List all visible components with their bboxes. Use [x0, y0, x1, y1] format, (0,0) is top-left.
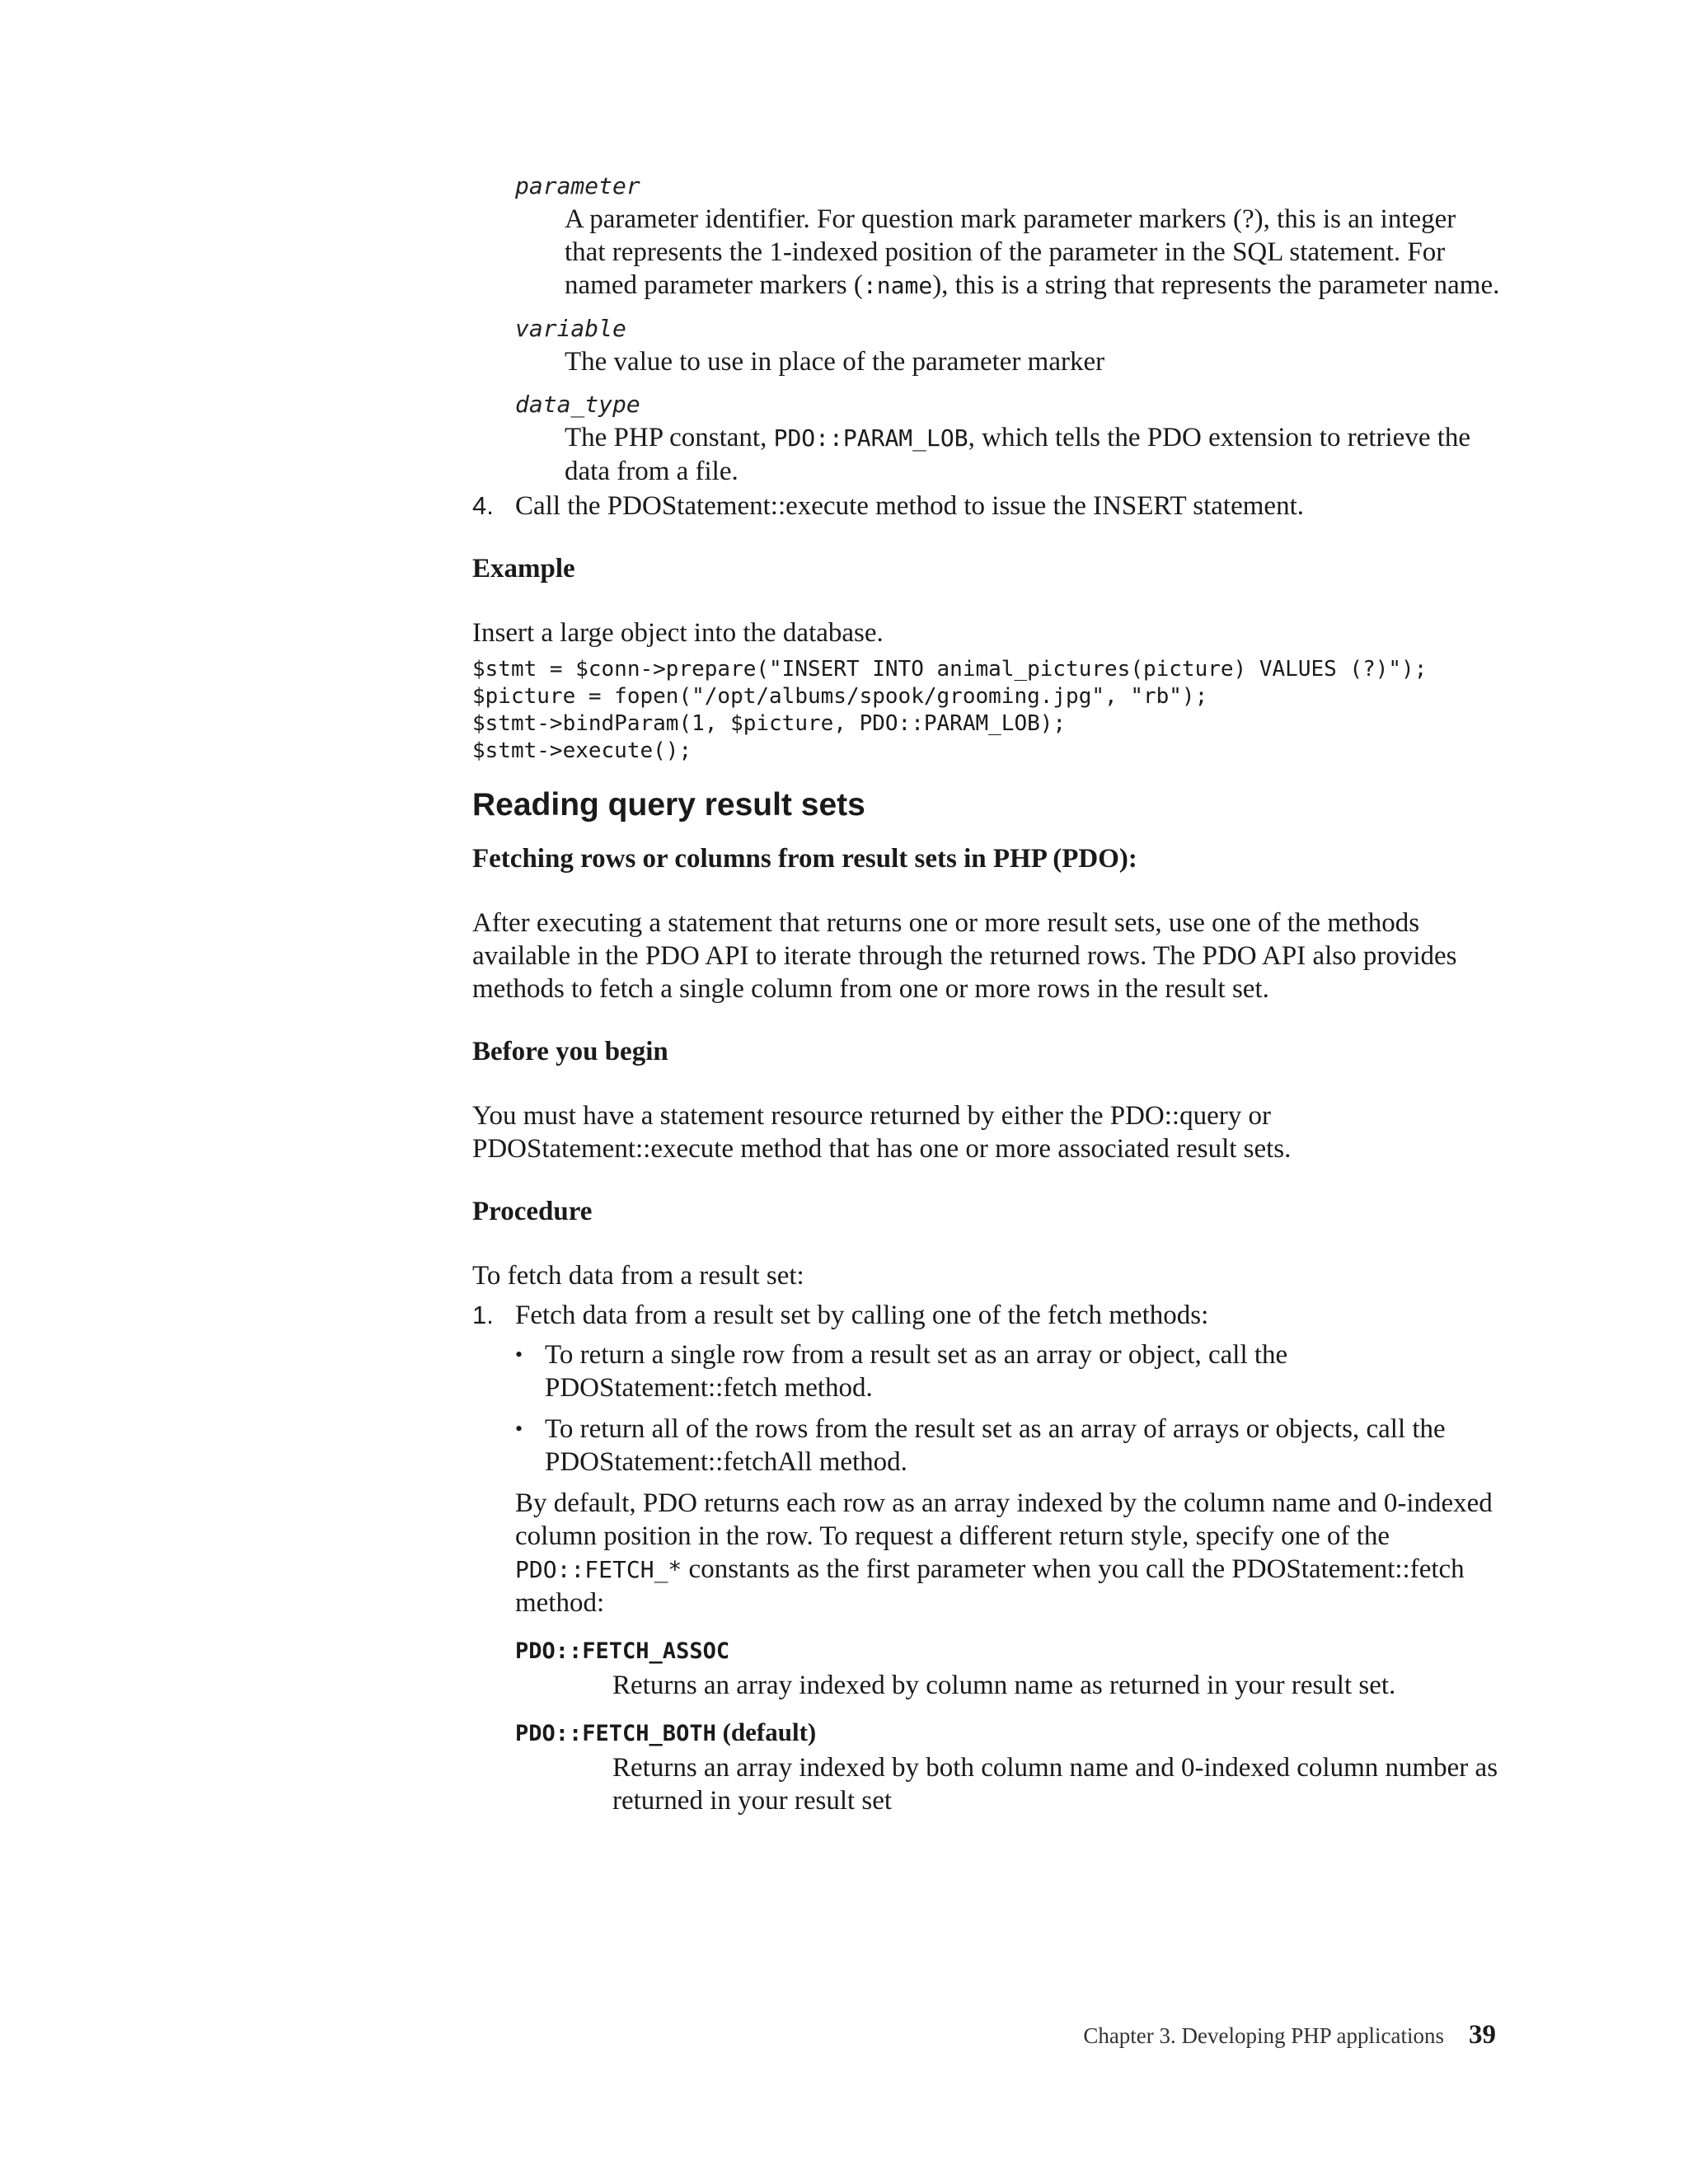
- fetch-assoc-description: Returns an array indexed by column name as returned in your result set.: [612, 1671, 1396, 1700]
- section-intro: After executing a statement that returns one or more result sets, use one of the methods available in the PDO API to iterate through the returned rows. The PDO API also provides methods to fetch a single column from one or more rows in the result set.: [472, 908, 1457, 1004]
- data-type-term: data_type: [515, 391, 640, 418]
- fetch-assoc-term: [515, 1634, 1503, 1667]
- chapter-title: Chapter 3. Developing PHP applications: [1083, 2023, 1444, 2048]
- bullet-icon: •: [515, 1417, 523, 1441]
- fetch-mode-suffix: (default): [715, 1718, 817, 1746]
- name-marker-code: :name: [862, 272, 933, 299]
- step-4: [472, 490, 1503, 523]
- example-heading: Example: [472, 554, 575, 583]
- step-1: [472, 1299, 1503, 1332]
- variable-term: variable: [515, 315, 626, 342]
- before-you-begin-heading: Before you begin: [472, 1037, 668, 1066]
- fetch-both-term: [515, 1717, 1503, 1750]
- step-text: Fetch data from a result set by calling one of the fetch methods:: [515, 1301, 1209, 1330]
- page-number: 39: [1469, 2020, 1496, 2050]
- default-behavior-paragraph: [515, 1487, 1503, 1619]
- default-text: By default, PDO returns each row as an array indexed by the column name and 0-indexed column position in the row. To request a different return style, specify one of the: [515, 1488, 1493, 1551]
- fetch-mode-key: PDO::FETCH_ASSOC: [515, 1638, 730, 1664]
- example-code-block: $stmt = $conn->prepare("INSERT INTO animal_pictures(picture) VALUES (?)"); $picture = fopen("/opt/albums/spook/grooming.jpg", "rb"); $stmt->bindParam(1, $picture, PDO::PARAM_LOB); $stmt->execute();: [472, 657, 1428, 763]
- step-text: Call the PDOStatement::execute method to issue the INSERT statement.: [515, 491, 1304, 521]
- fetch-constant-code: PDO::FETCH_*: [515, 1556, 682, 1583]
- fetch-mode-definitions: [515, 1634, 1503, 1817]
- data-type-desc-text: The PHP constant,: [565, 423, 774, 452]
- fetch-method-list: [515, 1338, 1503, 1479]
- page-footer: [1083, 2021, 1496, 2050]
- param-lob-code: PDO::PARAM_LOB: [773, 424, 968, 452]
- data-type-desc-text-end: , which tells the PDO extension to retrieve the data from a file.: [565, 423, 1471, 486]
- data-type-description: [565, 421, 1503, 488]
- parameter-definitions: [515, 171, 1503, 488]
- fetch-mode-key: PDO::FETCH_BOTH: [515, 1721, 716, 1746]
- list-item-text: To return a single row from a result set as an array or object, call the PDOStatement::fetch method.: [545, 1340, 1288, 1403]
- default-text-end: constants as the first parameter when you call the PDOStatement::fetch method:: [515, 1554, 1465, 1618]
- param-description: [565, 203, 1503, 302]
- procedure-heading: Procedure: [472, 1197, 593, 1226]
- procedure-intro: To fetch data from a result set:: [472, 1261, 804, 1291]
- section-title: Reading query result sets: [472, 787, 865, 823]
- content-column: [472, 171, 1503, 1817]
- bullet-icon: •: [515, 1343, 523, 1366]
- param-term: parameter: [515, 172, 640, 199]
- list-item: [515, 1338, 1503, 1404]
- section-subtitle: Fetching rows or columns from result sets in PHP (PDO):: [472, 844, 1137, 874]
- list-item: [515, 1413, 1503, 1479]
- param-desc-text: A parameter identifier. For question mark parameter markers (?), this is an integer that represents the 1-indexed position of the parameter in the SQL statement. For named parameter markers (: [565, 204, 1456, 300]
- example-intro: Insert a large object into the database.: [472, 618, 884, 648]
- list-item-text: To return all of the rows from the result set as an array of arrays or objects, call the PDOStatement::fetchAll method.: [545, 1414, 1446, 1477]
- fetch-both-description: Returns an array indexed by both column name and 0-indexed column number as returned in your result set: [612, 1753, 1498, 1816]
- step-number: 4.: [472, 491, 494, 520]
- param-desc-text-end: ), this is a string that represents the parameter name.: [932, 270, 1500, 300]
- variable-description: The value to use in place of the parameter marker: [565, 347, 1105, 377]
- before-you-begin-text: You must have a statement resource returned by either the PDO::query or PDOStatement::execute method that has one or more associated result sets.: [472, 1101, 1292, 1164]
- step-number: 1.: [472, 1301, 494, 1329]
